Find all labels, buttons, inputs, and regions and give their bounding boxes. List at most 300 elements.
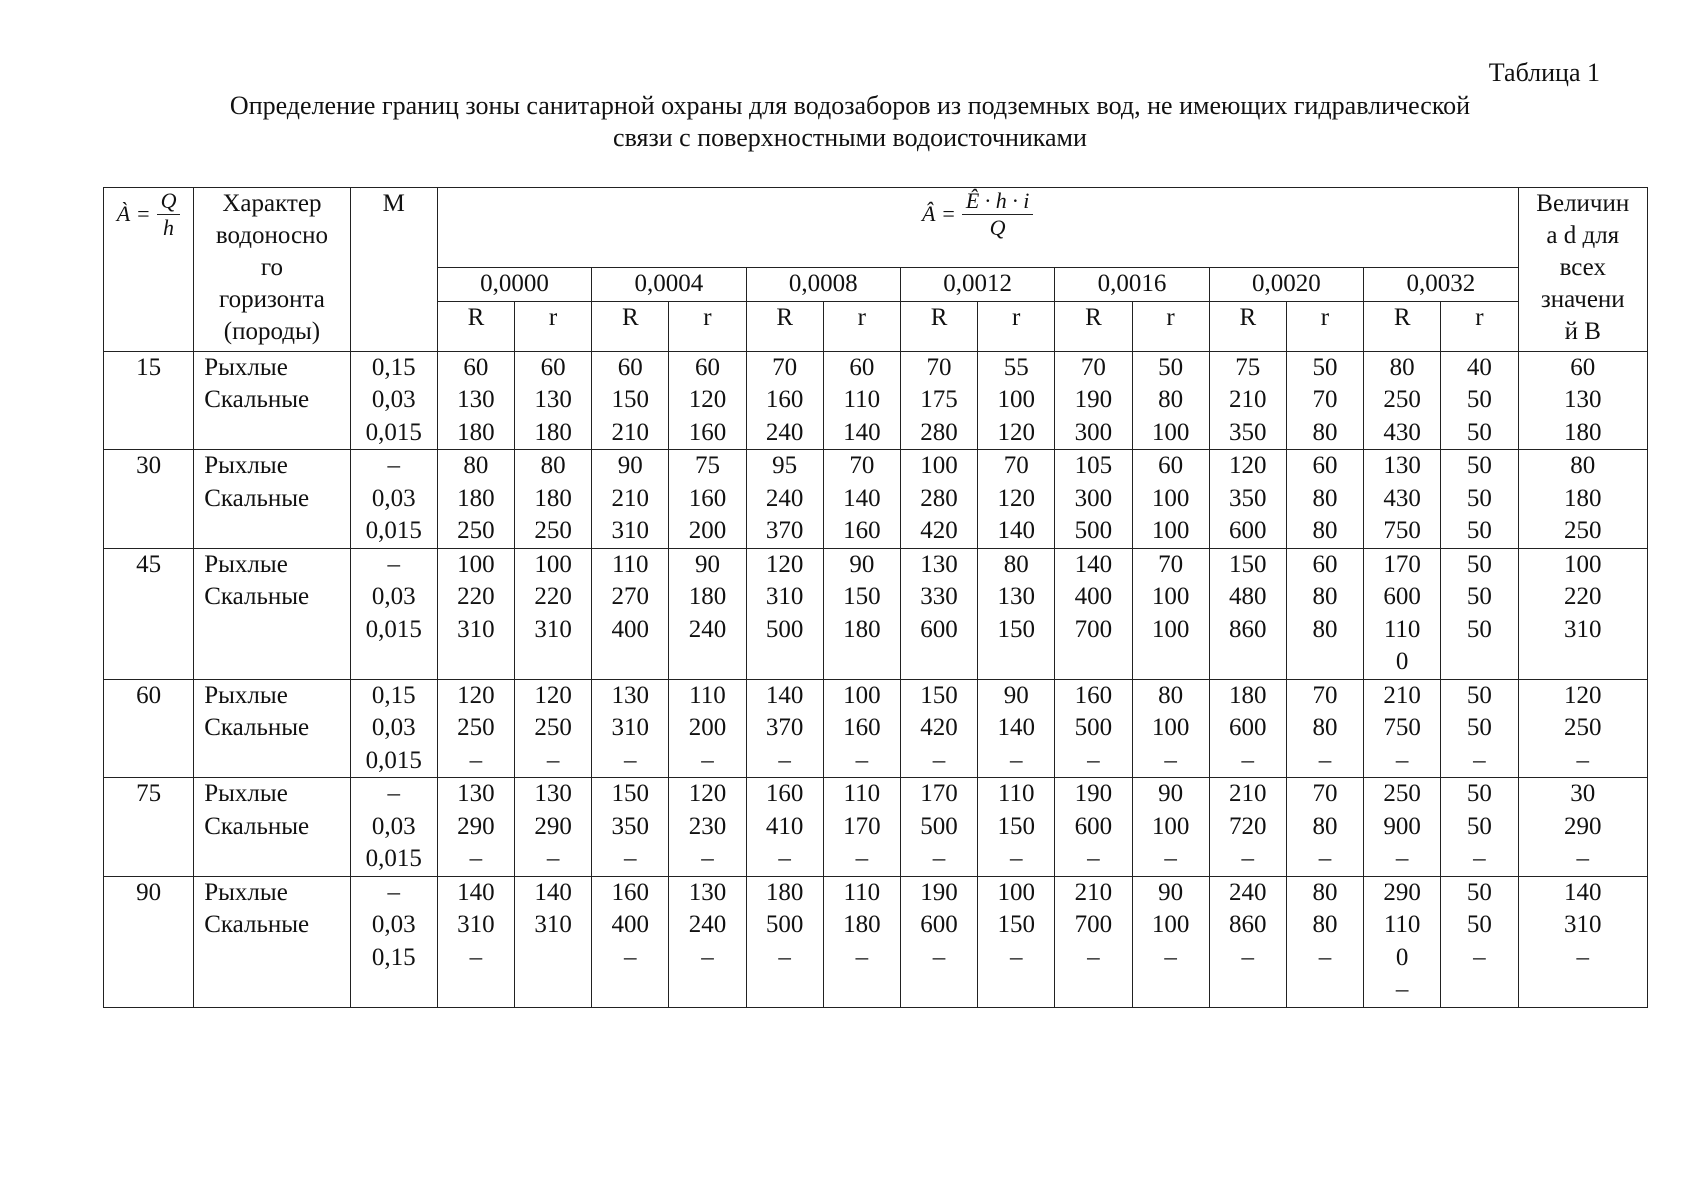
value-line: 190 bbox=[1074, 386, 1113, 413]
value-line: 130 bbox=[1383, 452, 1421, 479]
aquifer-label-line: го bbox=[260, 254, 283, 281]
m-value-line: 0,15 bbox=[371, 943, 416, 971]
r-value-cell bbox=[1286, 876, 1363, 1007]
d-value-cell bbox=[1518, 548, 1647, 679]
value-line: 140 bbox=[843, 484, 881, 512]
value-line: 140 bbox=[534, 878, 572, 906]
value-line: 50 bbox=[1466, 452, 1492, 479]
value-line: 100 bbox=[1151, 418, 1190, 446]
R-value-cell bbox=[746, 679, 823, 778]
value-line: 170 bbox=[843, 812, 881, 840]
value-line: 60 bbox=[1158, 452, 1184, 479]
sub-header-r: r bbox=[669, 301, 746, 351]
value-line: 90 bbox=[1003, 681, 1029, 709]
sub-header-r: r bbox=[1132, 301, 1209, 351]
value-line: 190 bbox=[920, 878, 958, 906]
value-line: 240 bbox=[1229, 878, 1267, 906]
d-value-line: 290 bbox=[1564, 812, 1602, 840]
d-value-line: 180 bbox=[1564, 418, 1602, 446]
value-line: 100 bbox=[534, 550, 572, 578]
d-value-cell bbox=[1518, 778, 1647, 877]
a-value-cell bbox=[104, 778, 194, 877]
a-value-line: 75 bbox=[136, 780, 162, 807]
sub-header-R: R bbox=[1055, 301, 1132, 351]
rock-type-line: Скальные bbox=[204, 714, 310, 741]
R-value-cell bbox=[1364, 351, 1441, 450]
value-line: 50 bbox=[1466, 714, 1492, 741]
R-value-cell bbox=[437, 778, 514, 877]
value-line: 900 bbox=[1383, 812, 1421, 840]
a-value-cell bbox=[104, 876, 194, 1007]
value-line: 150 bbox=[1229, 550, 1267, 578]
value-line: 250 bbox=[534, 517, 572, 544]
value-line: 120 bbox=[457, 681, 495, 709]
value-line: 240 bbox=[688, 615, 727, 643]
value-line: 250 bbox=[534, 714, 572, 741]
R-value-cell bbox=[900, 351, 977, 450]
value-line: 180 bbox=[457, 484, 495, 512]
R-value-cell bbox=[1364, 876, 1441, 1007]
title-line-2: связи с поверхностными водоисточниками bbox=[613, 123, 1087, 152]
aquifer-label-line: (породы) bbox=[223, 318, 321, 345]
value-line: 180 bbox=[843, 615, 881, 643]
value-line: 170 bbox=[1383, 550, 1421, 578]
rock-type-cell bbox=[194, 351, 350, 450]
m-value-line: – bbox=[387, 780, 400, 807]
group-header: 0,0004 bbox=[592, 268, 746, 302]
value-line: 100 bbox=[1151, 812, 1190, 840]
value-line: 180 bbox=[534, 484, 572, 512]
R-value-cell bbox=[1055, 450, 1132, 549]
value-line: 75 bbox=[1235, 353, 1261, 381]
R-value-cell bbox=[1364, 450, 1441, 549]
value-line: 500 bbox=[1074, 517, 1113, 544]
value-line: 220 bbox=[457, 583, 495, 610]
R-value-cell bbox=[437, 679, 514, 778]
group-header: 0,0012 bbox=[900, 268, 1054, 302]
value-line: 120 bbox=[688, 386, 727, 413]
r-value-cell bbox=[515, 548, 592, 679]
value-line: 220 bbox=[534, 583, 572, 610]
value-line: 100 bbox=[1151, 615, 1190, 643]
group-header: 0,0016 bbox=[1055, 268, 1209, 302]
value-line: 100 bbox=[1151, 484, 1190, 512]
d-value-line: 120 bbox=[1564, 681, 1602, 709]
value-line: 50 bbox=[1466, 386, 1492, 413]
header-b-formula: Â = $\frac{Ê \cdot h \cdot i}{Q}$ bbox=[437, 188, 1518, 268]
rock-type-line: Скальные bbox=[204, 484, 310, 512]
value-line: 860 bbox=[1229, 911, 1267, 938]
r-value-cell bbox=[515, 450, 592, 549]
sub-header-R: R bbox=[1209, 301, 1286, 351]
R-value-cell bbox=[1209, 876, 1286, 1007]
value-line: 100 bbox=[457, 550, 495, 578]
d-value-cell bbox=[1518, 450, 1647, 549]
value-line: 150 bbox=[997, 812, 1035, 840]
value-line: 170 bbox=[920, 780, 958, 807]
value-line: 130 bbox=[611, 681, 650, 709]
value-line: – bbox=[546, 845, 560, 872]
value-line: 50 bbox=[1312, 353, 1338, 381]
value-line: 750 bbox=[1383, 517, 1421, 544]
value-line: 180 bbox=[688, 583, 727, 610]
value-line: – bbox=[1087, 845, 1100, 872]
value-line: 130 bbox=[457, 386, 495, 413]
d-label-line: Величин bbox=[1536, 190, 1630, 217]
value-line: 480 bbox=[1229, 583, 1267, 610]
R-value-cell bbox=[1055, 548, 1132, 679]
value-line: 100 bbox=[1151, 714, 1190, 741]
value-line: 50 bbox=[1466, 812, 1492, 840]
value-line: 100 bbox=[843, 681, 881, 709]
value-line: 100 bbox=[1151, 583, 1190, 610]
header-a-formula: À = $\frac{Q}{h}$ bbox=[104, 188, 194, 352]
a-value-line: 90 bbox=[136, 878, 162, 906]
a-value-line: 60 bbox=[136, 681, 162, 709]
R-value-cell bbox=[900, 679, 977, 778]
sub-header-r: r bbox=[978, 301, 1055, 351]
value-line: – bbox=[1164, 746, 1177, 774]
m-value-line: 0,03 bbox=[371, 812, 416, 840]
sub-header-R: R bbox=[746, 301, 823, 351]
r-value-cell bbox=[978, 876, 1055, 1007]
value-line: 60 bbox=[1312, 452, 1338, 479]
value-line: 600 bbox=[1074, 812, 1113, 840]
table-label: Таблица 1 bbox=[1488, 58, 1600, 87]
value-line: 410 bbox=[765, 812, 804, 840]
aquifer-label-line: водоносно bbox=[215, 222, 328, 249]
value-line: 180 bbox=[534, 418, 572, 446]
value-line: 180 bbox=[457, 418, 495, 446]
value-line: 110 bbox=[611, 550, 649, 578]
r-value-cell bbox=[1286, 351, 1363, 450]
value-line: – bbox=[1473, 746, 1486, 774]
R-value-cell bbox=[900, 778, 977, 877]
value-line: 600 bbox=[1229, 517, 1267, 544]
value-line: 300 bbox=[1074, 484, 1113, 512]
value-line: – bbox=[1241, 845, 1255, 872]
m-value-cell bbox=[350, 778, 437, 877]
value-line: 210 bbox=[611, 484, 650, 512]
value-line: 80 bbox=[1312, 418, 1338, 446]
value-line: – bbox=[1473, 845, 1486, 872]
value-line: – bbox=[1318, 845, 1332, 872]
value-line: 130 bbox=[457, 780, 495, 807]
a-value-line: 30 bbox=[136, 452, 162, 479]
m-value-line: 0,15 bbox=[371, 681, 416, 709]
R-value-cell bbox=[437, 548, 514, 679]
value-line: – bbox=[1164, 943, 1177, 971]
r-value-cell bbox=[1286, 548, 1363, 679]
d-label-line: й В bbox=[1564, 318, 1601, 345]
value-line: 290 bbox=[457, 812, 495, 840]
rock-type-line: Скальные bbox=[204, 583, 310, 610]
value-line: 60 bbox=[540, 353, 566, 381]
value-line: 400 bbox=[1074, 583, 1113, 610]
value-line: 80 bbox=[1312, 878, 1338, 906]
value-line: 600 bbox=[1229, 714, 1267, 741]
value-line: – bbox=[932, 746, 946, 774]
rock-type-cell bbox=[194, 548, 350, 679]
value-line: 110 bbox=[1383, 615, 1421, 643]
R-value-cell bbox=[746, 778, 823, 877]
value-line: 55 bbox=[1003, 353, 1029, 381]
d-value-line: – bbox=[1576, 943, 1590, 971]
value-line: – bbox=[1395, 976, 1409, 1003]
R-value-cell bbox=[1055, 778, 1132, 877]
value-line: 500 bbox=[765, 615, 804, 643]
value-line: 130 bbox=[997, 583, 1035, 610]
r-value-cell bbox=[1441, 450, 1518, 549]
r-value-cell bbox=[978, 548, 1055, 679]
value-line: 160 bbox=[765, 780, 804, 807]
value-line: 370 bbox=[765, 714, 804, 741]
R-value-cell bbox=[746, 450, 823, 549]
R-value-cell bbox=[1055, 679, 1132, 778]
value-line: 140 bbox=[997, 714, 1035, 741]
value-line: 310 bbox=[534, 615, 572, 643]
value-line: 110 bbox=[689, 681, 726, 709]
m-value-cell bbox=[350, 679, 437, 778]
aquifer-label-line: Характер bbox=[222, 190, 322, 217]
r-value-cell bbox=[515, 351, 592, 450]
d-value-line: 60 bbox=[1570, 353, 1596, 381]
value-line: – bbox=[1318, 943, 1332, 971]
value-line: – bbox=[1087, 746, 1100, 774]
value-line: 105 bbox=[1074, 452, 1113, 479]
value-line: 210 bbox=[1383, 681, 1421, 709]
value-line: 40 bbox=[1466, 353, 1492, 381]
R-value-cell bbox=[592, 450, 669, 549]
value-line: 90 bbox=[617, 452, 643, 479]
r-value-cell bbox=[1286, 450, 1363, 549]
value-line: 70 bbox=[849, 452, 875, 479]
value-line: 210 bbox=[1229, 386, 1267, 413]
value-line: 80 bbox=[1389, 353, 1415, 381]
R-value-cell bbox=[1209, 778, 1286, 877]
rock-type-cell bbox=[194, 450, 350, 549]
value-line: 80 bbox=[463, 452, 489, 479]
value-line: 750 bbox=[1383, 714, 1421, 741]
d-value-line: 250 bbox=[1564, 517, 1602, 544]
header-d-value bbox=[1518, 188, 1647, 352]
value-line: 100 bbox=[1151, 911, 1190, 938]
value-line: 100 bbox=[997, 386, 1035, 413]
m-value-cell bbox=[350, 351, 437, 450]
value-line: 350 bbox=[611, 812, 650, 840]
value-line: 350 bbox=[1229, 418, 1267, 446]
R-value-cell bbox=[437, 450, 514, 549]
sub-header-R: R bbox=[900, 301, 977, 351]
value-line: 150 bbox=[843, 583, 881, 610]
value-line: 250 bbox=[1383, 386, 1421, 413]
value-line: – bbox=[1395, 746, 1409, 774]
rock-type-line: Рыхлые bbox=[204, 353, 288, 381]
R-value-cell bbox=[1364, 778, 1441, 877]
value-line: 600 bbox=[920, 615, 958, 643]
a-value-cell bbox=[104, 548, 194, 679]
R-value-cell bbox=[746, 876, 823, 1007]
value-line: 120 bbox=[997, 484, 1035, 512]
rock-type-line: Рыхлые bbox=[204, 550, 288, 578]
value-line: 310 bbox=[611, 714, 650, 741]
value-line: – bbox=[778, 845, 791, 872]
table-row bbox=[104, 679, 1648, 778]
value-line: – bbox=[1473, 943, 1486, 971]
m-value-line: 0,03 bbox=[371, 386, 416, 413]
R-value-cell bbox=[592, 351, 669, 450]
R-value-cell bbox=[1364, 548, 1441, 679]
R-value-cell bbox=[1209, 548, 1286, 679]
value-line: – bbox=[778, 943, 791, 971]
rock-type-line: Скальные bbox=[204, 386, 310, 413]
rock-type-line: Рыхлые bbox=[204, 681, 288, 709]
value-line: 80 bbox=[1312, 517, 1338, 544]
m-value-line: 0,015 bbox=[365, 615, 422, 643]
value-line: 70 bbox=[1003, 452, 1029, 479]
value-line: 290 bbox=[1383, 878, 1421, 906]
rock-type-line: Рыхлые bbox=[204, 878, 288, 906]
value-line: 430 bbox=[1383, 418, 1421, 446]
r-value-cell bbox=[1132, 876, 1209, 1007]
value-line: 180 bbox=[843, 911, 881, 938]
R-value-cell bbox=[592, 778, 669, 877]
value-line: 180 bbox=[1229, 681, 1267, 709]
value-line: 120 bbox=[997, 418, 1035, 446]
r-value-cell bbox=[1286, 778, 1363, 877]
d-value-line: 250 bbox=[1564, 714, 1602, 741]
m-value-line: 0,015 bbox=[365, 845, 422, 872]
value-line: 240 bbox=[765, 418, 804, 446]
a-value-line: 45 bbox=[136, 550, 162, 578]
value-line: 50 bbox=[1466, 681, 1492, 709]
sub-header-r: r bbox=[823, 301, 900, 351]
value-line: 120 bbox=[765, 550, 804, 578]
value-line: 230 bbox=[688, 812, 727, 840]
value-line: 95 bbox=[772, 452, 798, 479]
value-line: 60 bbox=[849, 353, 875, 381]
value-line: – bbox=[855, 943, 869, 971]
value-line: 150 bbox=[611, 386, 650, 413]
value-line: – bbox=[469, 943, 483, 971]
value-line: 110 bbox=[843, 878, 881, 906]
value-line: 130 bbox=[534, 386, 572, 413]
value-line: 0 bbox=[1395, 648, 1409, 675]
value-line: – bbox=[855, 845, 869, 872]
r-value-cell bbox=[823, 351, 900, 450]
value-line: 100 bbox=[997, 878, 1035, 906]
value-line: 700 bbox=[1074, 911, 1113, 938]
r-value-cell bbox=[669, 679, 746, 778]
value-line: 100 bbox=[920, 452, 958, 479]
r-value-cell bbox=[669, 876, 746, 1007]
value-line: 80 bbox=[1158, 681, 1184, 709]
r-value-cell bbox=[1132, 351, 1209, 450]
r-value-cell bbox=[669, 351, 746, 450]
r-value-cell bbox=[1286, 679, 1363, 778]
r-value-cell bbox=[669, 450, 746, 549]
value-line: – bbox=[701, 746, 714, 774]
d-value-line: – bbox=[1576, 845, 1590, 872]
value-line: 90 bbox=[849, 550, 875, 578]
r-value-cell bbox=[669, 548, 746, 679]
title-line-1: Определение границ зоны санитарной охраны для водозаборов из подземных вод, не имеющих гидравлической bbox=[229, 91, 1471, 120]
value-line: 110 bbox=[997, 780, 1035, 807]
value-line: – bbox=[624, 845, 637, 872]
R-value-cell bbox=[900, 450, 977, 549]
m-value-line: – bbox=[387, 550, 400, 578]
r-value-cell bbox=[515, 876, 592, 1007]
value-line: 250 bbox=[1383, 780, 1421, 807]
value-line: – bbox=[624, 746, 637, 774]
r-value-cell bbox=[1441, 351, 1518, 450]
R-value-cell bbox=[437, 351, 514, 450]
value-line: – bbox=[469, 746, 483, 774]
value-line: 500 bbox=[920, 812, 958, 840]
value-line: 860 bbox=[1229, 615, 1267, 643]
value-line: 310 bbox=[457, 911, 495, 938]
table-row bbox=[104, 778, 1648, 877]
value-line: 50 bbox=[1466, 780, 1492, 807]
value-line: 70 bbox=[1312, 681, 1338, 709]
value-line: 100 bbox=[1151, 517, 1190, 544]
m-value-line: 0,15 bbox=[371, 353, 416, 381]
r-value-cell bbox=[823, 778, 900, 877]
value-line: 70 bbox=[926, 353, 952, 381]
r-value-cell bbox=[823, 876, 900, 1007]
value-line: 80 bbox=[1312, 911, 1338, 938]
d-value-line: 30 bbox=[1570, 780, 1596, 807]
value-line: 80 bbox=[1312, 714, 1338, 741]
value-line: 60 bbox=[694, 353, 720, 381]
value-line: 60 bbox=[617, 353, 643, 381]
value-line: 150 bbox=[997, 911, 1035, 938]
R-value-cell bbox=[746, 351, 823, 450]
sub-header-R: R bbox=[437, 301, 514, 351]
value-line: – bbox=[469, 845, 483, 872]
d-value-cell bbox=[1518, 876, 1647, 1007]
m-value-line: 0,03 bbox=[371, 714, 416, 741]
value-line: 280 bbox=[920, 418, 958, 446]
R-value-cell bbox=[1055, 351, 1132, 450]
rock-type-line: Рыхлые bbox=[204, 780, 288, 807]
value-line: – bbox=[624, 943, 637, 971]
table-row bbox=[104, 351, 1648, 450]
a-value-cell bbox=[104, 351, 194, 450]
value-line: 50 bbox=[1158, 353, 1184, 381]
value-line: 500 bbox=[765, 911, 804, 938]
value-line: 120 bbox=[1229, 452, 1267, 479]
value-line: – bbox=[1241, 746, 1255, 774]
R-value-cell bbox=[1055, 876, 1132, 1007]
d-value-line: – bbox=[1576, 746, 1590, 774]
d-value-line: 180 bbox=[1564, 484, 1602, 512]
sub-header-R: R bbox=[592, 301, 669, 351]
value-line: 160 bbox=[688, 418, 727, 446]
group-header: 0,0000 bbox=[437, 268, 591, 302]
aquifer-label-line: горизонта bbox=[218, 286, 325, 313]
m-value-cell bbox=[350, 876, 437, 1007]
value-line: 310 bbox=[534, 911, 572, 938]
value-line: 150 bbox=[920, 681, 958, 709]
m-value-cell bbox=[350, 450, 437, 549]
d-label-line: а d для bbox=[1546, 222, 1620, 249]
value-line: 420 bbox=[920, 714, 958, 741]
value-line: 150 bbox=[611, 780, 650, 807]
value-line: 350 bbox=[1229, 484, 1267, 512]
value-line: 120 bbox=[688, 780, 727, 807]
d-value-line: 100 bbox=[1564, 550, 1602, 578]
